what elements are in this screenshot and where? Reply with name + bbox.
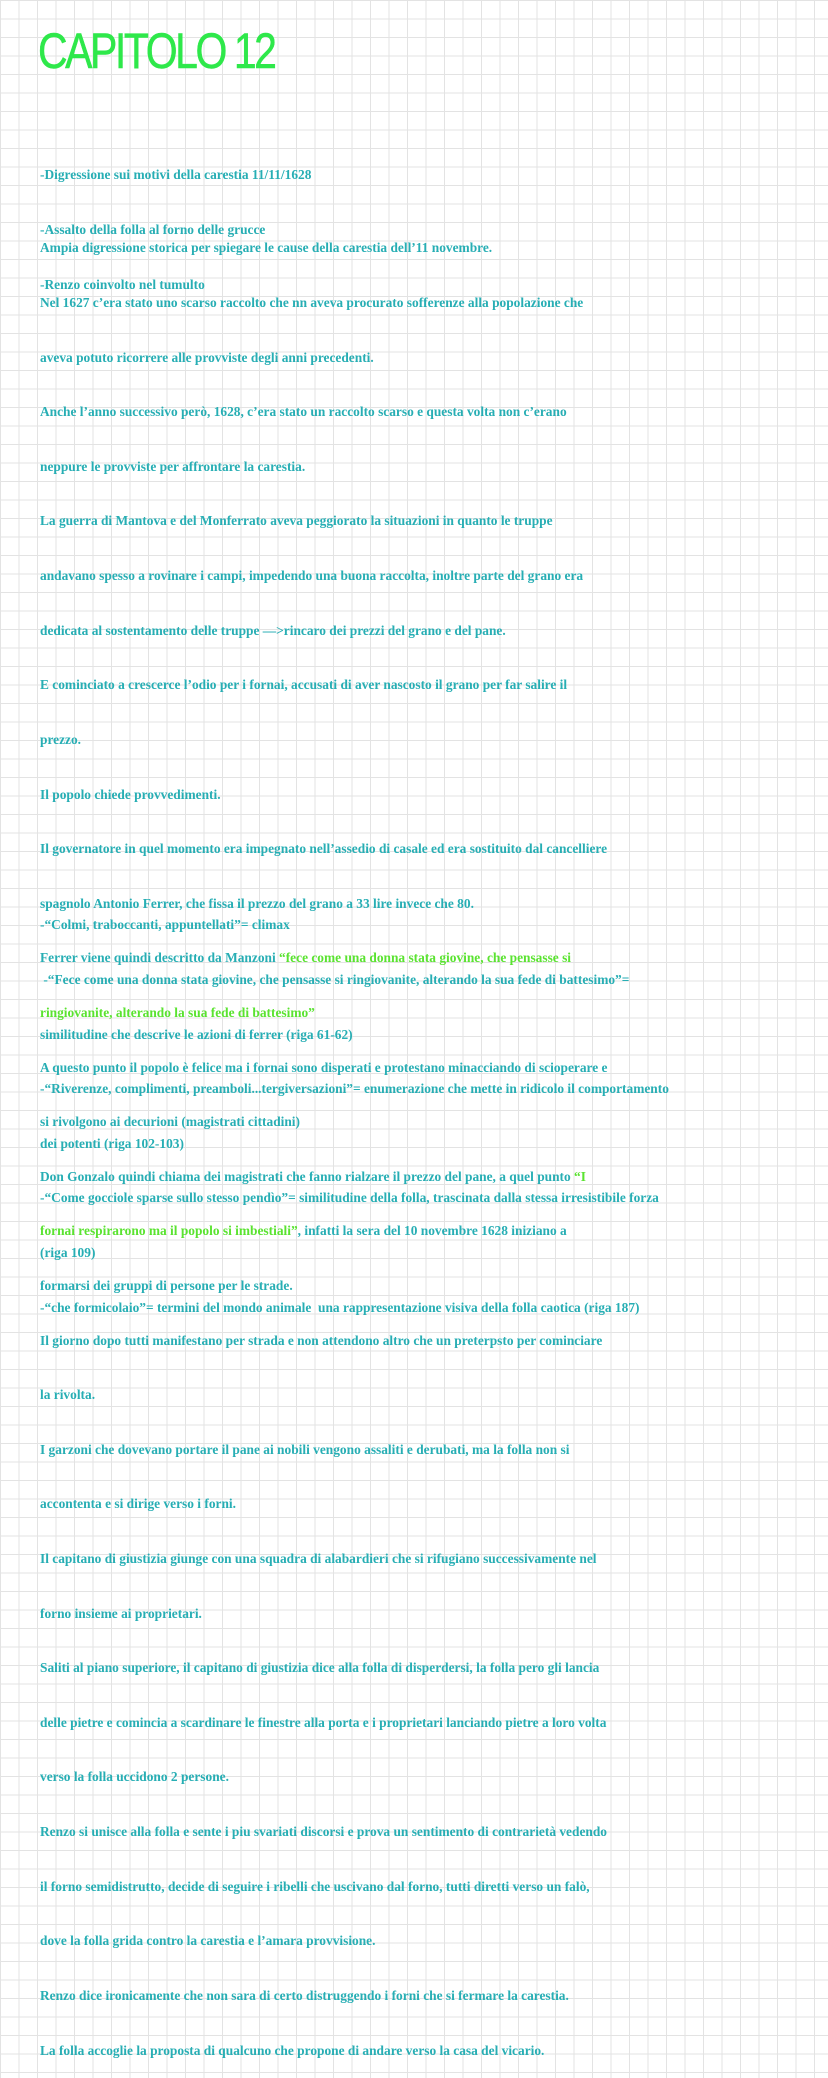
text-line: Il giorno dopo tutti manifestano per strada e non attendono altro che un preterpsto per cominciare [40, 1332, 603, 1348]
text-line: Il popolo chiede provvedimenti. [40, 786, 221, 802]
text-line: Ferrer viene quindi descritto da Manzoni “fece come una donna stata giovine, che pensasse si [40, 950, 572, 966]
note-line: -“Colmi, traboccanti, appuntellati”= climax [40, 917, 290, 933]
summary-item: -Assalto della folla al forno delle grucce [40, 222, 266, 238]
note-line: dei potenti (riga 102-103) [40, 1135, 184, 1151]
text-line: La folla accoglie la proposta di qualcuno che propone di andare verso la casa del vicario. [40, 2042, 545, 2058]
text-line: verso la folla uccidono 2 persone. [40, 1769, 229, 1785]
note-line: similitudine che descrive le azioni di ferrer (riga 61-62) [40, 1026, 353, 1042]
text-line: fornai respirarono ma il popolo si imbestiali”, infatti la sera del 10 novembre 1628 iniziano a [40, 1223, 567, 1239]
text-line: formarsi dei gruppi di persone per le strade. [40, 1277, 293, 1293]
highlighted-quote: “fece come una donna stata giovine, che pensasse si [279, 950, 572, 966]
note-line: -“Fece come una donna stata giovine, che pensasse si ringiovanite, alterando la sua fede di battesimo”= [40, 972, 630, 988]
highlighted-quote: fornai respirarono ma il popolo si imbestiali” [40, 1223, 298, 1239]
text-line: il forno semidistrutto, decide di seguire i ribelli che uscivano dal forno, tutti diretti verso un falò, [40, 1878, 590, 1894]
text-line: Anche l’anno successivo però, 1628, c’era stato un raccolto scarso e questa volta non c’erano [40, 404, 567, 420]
highlighted-quote: ringiovanite, alterando la sua fede di battesimo” [40, 1004, 315, 1020]
text-line: neppure le provviste per affrontare la carestia. [40, 458, 306, 474]
note-line: -“che formicolaio”= termini del mondo animale una rappresentazione visiva della folla caotica (riga 187) [40, 1299, 640, 1315]
text-line: Saliti al piano superiore, il capitano di giustizia dice alla folla di disperdersi, la folla pero gli lancia [40, 1660, 600, 1676]
text-line: dedicata al sostentamento delle truppe —>rincaro dei prezzi del grano e del pane. [40, 622, 506, 638]
text-line: Don Gonzalo quindi chiama dei magistrati che fanno rialzare il prezzo del pane, a quel punto “I [40, 1168, 586, 1184]
text-line: andavano spesso a rovinare i campi, impedendo una buona raccolta, inoltre parte del grano era [40, 568, 584, 584]
text-line: forno insieme ai proprietari. [40, 1605, 202, 1621]
text-line: Ampia digressione storica per spiegare le cause della carestia dell’11 novembre. [40, 240, 493, 256]
text-line: I garzoni che dovevano portare il pane ai nobili vengono assaliti e derubati, ma la folla non si [40, 1441, 570, 1457]
text-line: aveva potuto ricorrere alle provviste degli anni precedenti. [40, 349, 374, 365]
note-line: -“Come gocciole sparse sullo stesso pendìo”= similitudine della folla, trascinata dalla stessa irresistibile forza [40, 1190, 659, 1206]
summary-item: -Digressione sui motivi della carestia 11/11/1628 [40, 167, 312, 183]
text-line: accontenta e si dirige verso i forni. [40, 1496, 236, 1512]
highlighted-quote: “I [574, 1168, 586, 1184]
text-line: si rivolgono ai decurioni (magistrati cittadini) [40, 1114, 300, 1130]
figures-of-speech-notes [40, 880, 810, 1335]
text-line: Renzo dice ironicamente che non sara di certo distruggendo i forni che si fermare la carestia. [40, 1987, 569, 2003]
text-line: Renzo si unisce alla folla e sente i piu svariati discorsi e prova un sentimento di contrarietà vedendo [40, 1824, 607, 1840]
text-line: A questo punto il popolo è felice ma i fornai sono disperati e protestano minacciando di scioperare e [40, 1059, 608, 1075]
page-title: CAPITOLO 12 [38, 23, 275, 79]
text-line: delle pietre e comincia a scardinare le finestre alla porta e i proprietari lanciando pietre a loro volta [40, 1714, 607, 1730]
summary-item: -Renzo coinvolto nel tumulto [40, 276, 205, 292]
text-line: prezzo. [40, 731, 82, 747]
note-line: (riga 109) [40, 1245, 96, 1261]
text-line: Il governatore in quel momento era impegnato nell’assedio di casale ed era sostituito dal cancelliere [40, 841, 608, 857]
note-line: -“Riverenze, complimenti, preamboli...tergiversazioni”= enumerazione che mette in ridicolo il comportamento [40, 1081, 669, 1097]
text-line: Il capitano di giustizia giunge con una squadra di alabardieri che si rifugiano successivamente nel [40, 1551, 597, 1567]
text-line: La guerra di Mantova e del Monferrato aveva peggiorato la situazioni in quanto le truppe [40, 513, 553, 529]
text-line: Nel 1627 c’era stato uno scarso raccolto che nn aveva procurato sofferenze alla popolazione che [40, 295, 584, 311]
text-line: E cominciato a crescerce l’odio per i fornai, accusati di aver nascosto il grano per far salire il [40, 677, 568, 693]
text-line: spagnolo Antonio Ferrer, che fissa il prezzo del grano a 33 lire invece che 80. [40, 895, 474, 911]
text-line: la rivolta. [40, 1387, 96, 1403]
text-line: dove la folla grida contro la carestia e l’amara provvisione. [40, 1933, 376, 1949]
